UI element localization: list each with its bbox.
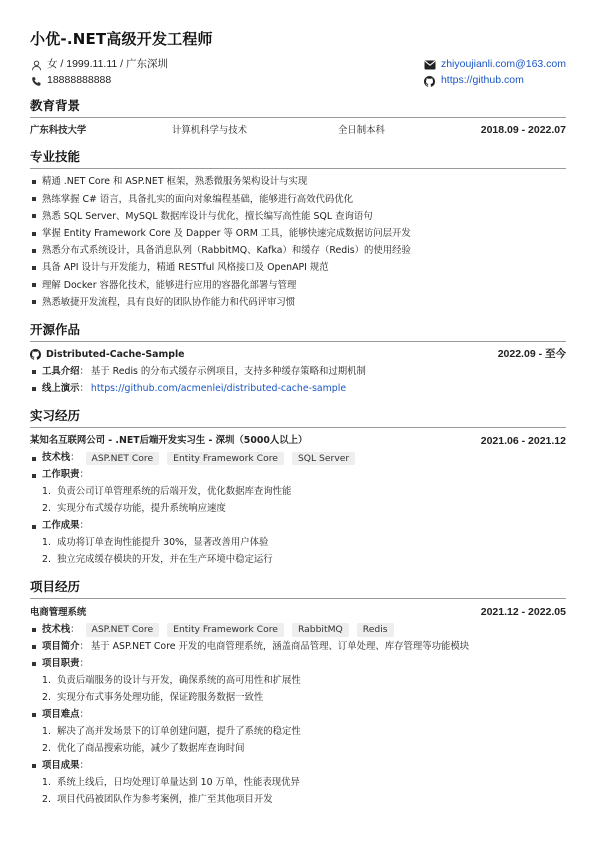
github-icon (30, 349, 42, 361)
contact-left (30, 59, 168, 88)
tech-tags (86, 623, 394, 637)
skill-item: 熟悉敏捷开发流程，具有良好的团队协作能力和代码评审习惯 (30, 294, 566, 311)
phone-text: 18888888888 (47, 74, 112, 87)
contact-right (424, 59, 566, 88)
internship-title: 实习经历 (30, 408, 566, 428)
project-name: 电商管理系统 (30, 606, 87, 618)
list-item: 1. 解决了高并发场景下的订单创建问题，提升了系统的稳定性 (42, 725, 301, 737)
list-item: 2. 项目代码被团队作为参考案例，推广至其他项目开发 (42, 793, 273, 805)
internship-tech: 技术栈 ： ASP.NET Core Entity Framework Core SQL Server (30, 450, 566, 467)
tech-label: 技术栈 (42, 623, 71, 635)
tech-tags (86, 452, 356, 466)
opensource-date: 2022.09 - 至今 (497, 348, 566, 361)
project-title: 项目经历 (30, 579, 566, 599)
project-result-label: 项目成果 ： (30, 757, 566, 774)
github-icon (424, 75, 436, 87)
phone-info (30, 75, 168, 88)
list-item: 1. 负责公司订单管理系统的后端开发，优化数据库查询性能 (42, 486, 292, 498)
education-row (30, 123, 566, 139)
internship-result-label: 工作成果 ： (30, 518, 566, 535)
skill-item: 熟练掌握 C# 语言，具备扎实的面向对象编程基础，能够进行高效代码优化 (30, 191, 566, 208)
email-link[interactable]: zhiyoujianli.com@163.com (440, 58, 566, 71)
education-date: 2018.09 - 2022.07 (480, 123, 566, 136)
intro-label: 工具介绍 (42, 366, 80, 378)
email-info (424, 59, 566, 72)
project-results (30, 774, 566, 808)
list-item: 1. 成功将订单查询性能提升 30%，显著改善用户体验 (42, 537, 269, 549)
internship-duties (30, 484, 566, 518)
skill-item: 掌握 Entity Framework Core 及 Dapper 等 ORM 工具，能够快速完成数据访问层开发 (30, 226, 566, 243)
contact-info (30, 59, 566, 88)
skill-item: 理解 Docker 容器化技术，能够进行应用的容器化部署与管理 (30, 277, 566, 294)
github-info (424, 75, 566, 88)
personal-text: 女 / 1999.11.11 / 广东深圳 (47, 58, 168, 71)
mail-icon (424, 59, 436, 71)
skill-item: 具备 API 设计与开发能力，精通 RESTful 风格接口及 OpenAPI 规范 (30, 260, 566, 277)
skills-title: 专业技能 (30, 149, 566, 169)
phone-icon (30, 75, 42, 87)
opensource-demo: 线上演示 ： https://github.com/acmenlei/distributed-cache-sample (30, 381, 566, 398)
internship-date: 2021.06 - 2021.12 (480, 434, 566, 447)
tech-label: 技术栈 (42, 452, 71, 464)
project-section (30, 579, 566, 808)
list-item: 2. 实现分布式缓存功能，提升系统响应速度 (42, 503, 226, 515)
list-item: 1. 负责后端服务的设计与开发，确保系统的高可用性和扩展性 (42, 674, 301, 686)
intro-text: 基于 Redis 的分布式缓存示例项目，支持多种缓存策略和过期机制 (90, 366, 366, 378)
list-item: 1. 系统上线后，日均处理订单量达到 10 万单，性能表现优异 (42, 776, 300, 788)
tech-tag: ASP.NET Core (86, 623, 160, 637)
opensource-title: 开源作品 (30, 322, 566, 342)
tech-tag: ASP.NET Core (86, 452, 160, 466)
internship-duty-label: 工作职责 ： (30, 467, 566, 484)
skills-section (30, 149, 566, 312)
school-name: 广东科技大学 (30, 124, 87, 136)
degree: 全日制本科 (338, 124, 385, 136)
demo-link[interactable]: https://github.com/acmenlei/distributed-cache-sample (90, 383, 347, 395)
skill-item: 熟悉分布式系统设计，具备消息队列（RabbitMQ、Kafka）和缓存（Redis）的使用经验 (30, 243, 566, 260)
internship-section (30, 408, 566, 569)
user-icon (30, 59, 42, 71)
demo-label: 线上演示 (42, 383, 80, 395)
project-duty-label: 项目职责 ： (30, 655, 566, 672)
project-difficulties (30, 723, 566, 757)
internship-results (30, 535, 566, 569)
opensource-section (30, 322, 566, 398)
tech-tag: SQL Server (292, 452, 355, 466)
internship-heading: 某知名互联网公司 - .NET后端开发实习生 - 深圳（5000人以上） (30, 435, 308, 447)
project-duties (30, 672, 566, 706)
project-date: 2021.12 - 2022.05 (480, 605, 566, 618)
project-header (30, 604, 566, 621)
tech-tag: Entity Framework Core (167, 623, 284, 637)
major: 计算机科学与技术 (172, 124, 248, 136)
education-section (30, 98, 566, 139)
list-item: 2. 实现分布式事务处理功能，保证跨服务数据一致性 (42, 691, 264, 703)
opensource-intro: 工具介绍 ： 基于 Redis 的分布式缓存示例项目，支持多种缓存策略和过期机制 (30, 364, 566, 381)
opensource-header (30, 347, 566, 364)
skill-item: 精通 .NET Core 和 ASP.NET 框架，熟悉微服务架构设计与实现 (30, 174, 566, 191)
internship-header (30, 433, 566, 450)
tech-tag: RabbitMQ (292, 623, 349, 637)
education-title: 教育背景 (30, 98, 566, 118)
project-intro-text: 基于 ASP.NET Core 开发的电商管理系统，涵盖商品管理、订单处理、库存管理等功能模块 (90, 640, 470, 652)
personal-info (30, 59, 168, 72)
list-item: 2. 优化了商品搜索功能，减少了数据库查询时间 (42, 742, 245, 754)
candidate-name: 小优-.NET高级开发工程师 (30, 30, 213, 48)
list-item: 2. 独立完成缓存模块的开发，并在生产环境中稳定运行 (42, 554, 273, 566)
project-intro: 项目简介 ： 基于 ASP.NET Core 开发的电商管理系统，涵盖商品管理、订单处理、库存管理等功能模块 (30, 638, 566, 655)
tech-tag: Redis (357, 623, 394, 637)
tech-tag: Entity Framework Core (167, 452, 284, 466)
github-link[interactable]: https://github.com (440, 74, 524, 87)
skills-list (30, 174, 566, 312)
project-tech: 技术栈 ： ASP.NET Core Entity Framework Core RabbitMQ Redis (30, 621, 566, 638)
skill-item: 熟悉 SQL Server、MySQL 数据库设计与优化，擅长编写高性能 SQL 查询语句 (30, 208, 566, 225)
opensource-name[interactable]: Distributed-Cache-Sample (46, 349, 185, 361)
project-difficulty-label: 项目难点 ： (30, 706, 566, 723)
